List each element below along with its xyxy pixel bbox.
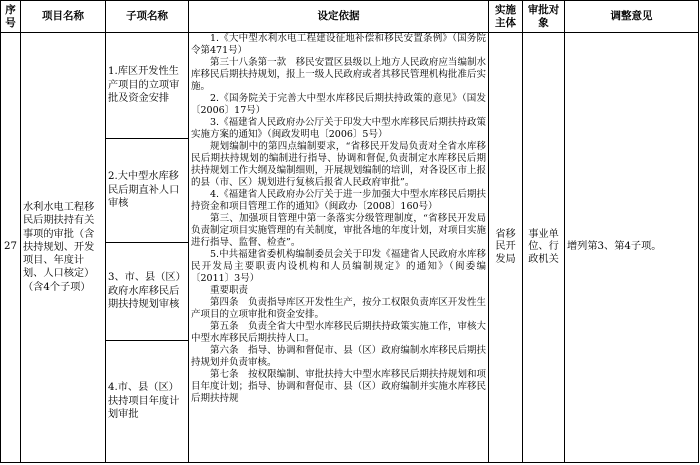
header-adjust: 调整意见	[565, 1, 699, 33]
header-sub-item: 子项名称	[106, 1, 189, 33]
basis-paragraph: 第三十八条第一款 移民安置区县级以上地方人民政府应当编制水库移民后期扶持规划，报上一级人民政府或者其移民管理机构批准后实施。	[191, 57, 486, 92]
row-no: 27	[1, 33, 21, 463]
header-basis: 设定依据	[189, 1, 489, 33]
sub-item-3: 3、市、县（区）政府水库移民后期扶持规划审核	[106, 243, 189, 341]
adjustment-opinion: 增列第3、第4子项。	[565, 33, 699, 463]
header-subject: 实施主体	[489, 1, 523, 33]
basis-paragraph: 第六条 指导、协调和督促市、县（区）政府编制水库移民后期扶持规划并负责审核。	[191, 345, 486, 368]
basis-paragraph: 1.《大中型水利水电工程建设征地补偿和移民安置条例》（国务院令第471号）	[191, 33, 486, 56]
basis-paragraph: 5.中共福建省委机构编制委员会关于印发《福建省人民政府水库移民开发局主要职责内设机构和人员编制规定》的通知》（闽委编〔2011〕3号）	[191, 249, 486, 284]
basis-paragraph: 第七条 按权限编制、审批扶持大中型水库移民后期扶持规划和项目年度计划；指导、协调和督促市、县（区）政府编制并实施水库移民后期扶持规	[191, 369, 486, 404]
basis-paragraph: 第四条 负责指导库区开发性生产，按分工权限负责库区开发性生产项目的立项审批和资金安排。	[191, 297, 486, 320]
sub-item-2: 2.大中型水库移民后期直补人口审核	[106, 139, 189, 243]
basis-paragraph: 重要职责	[210, 285, 249, 296]
basis-paragraph: 规划编制中的第四点编制要求，“省移民开发局负责对全省水库移民后期扶持规划的编制进行指导、协调和督促,负责制定水库移民后期扶持规划工作大纲及编制细则，开展规划编制的培训，对各设区市上报的县（市、区）规划进行复核后报省人民政府审批”。	[191, 141, 486, 188]
basis-paragraph: 2.《国务院关于完善大中型水库移民后期扶持政策的意见》（国发〔2006〕17号）	[191, 93, 486, 116]
sub-item-4: 4.市、县（区）扶持项目年度计划审批	[106, 341, 189, 463]
basis-paragraph: 3.《福建省人民政府办公厅关于印发大中型水库移民后期扶持政策实施方案的通知》（闽政发明电〔2006〕5号）	[191, 117, 486, 140]
basis-paragraph: 第三、加强项目管理中第一条落实分级管理制度，“省移民开发局负责制定项目实施管理的有关制度，审批各地的年度计划，对项目实施进行指导、监督、检查”。	[191, 213, 486, 248]
table-row	[1, 33, 699, 139]
header-no: 序号	[1, 1, 21, 33]
basis-paragraph: 第五条 负责全省大中型水库移民后期扶持政策实施工作，审核大中型水库移民后期扶持人口。	[191, 321, 486, 344]
header-row	[1, 1, 699, 33]
sub-item-1: 1.库区开发性生产项目的立项审批及资金安排	[106, 33, 189, 139]
item-name: 水利水电工程移民后期扶持有关事项的审批（含扶持规划、开发项目、年度计划、人口核定）（含4个子项）	[21, 33, 106, 463]
basis-paragraph: 4.《福建省人民政府办公厅关于进一步加强大中型水库移民后期扶持资金和项目管理工作的通知》（闽政办〔2008〕160号）	[191, 189, 486, 212]
implementing-subject: 省移民开发局	[489, 33, 523, 463]
header-approval-object: 审批对象	[523, 1, 565, 33]
basis-cell	[189, 33, 489, 463]
approval-object: 事业单位、行政机关	[523, 33, 565, 463]
header-item-name: 项目名称	[21, 1, 106, 33]
